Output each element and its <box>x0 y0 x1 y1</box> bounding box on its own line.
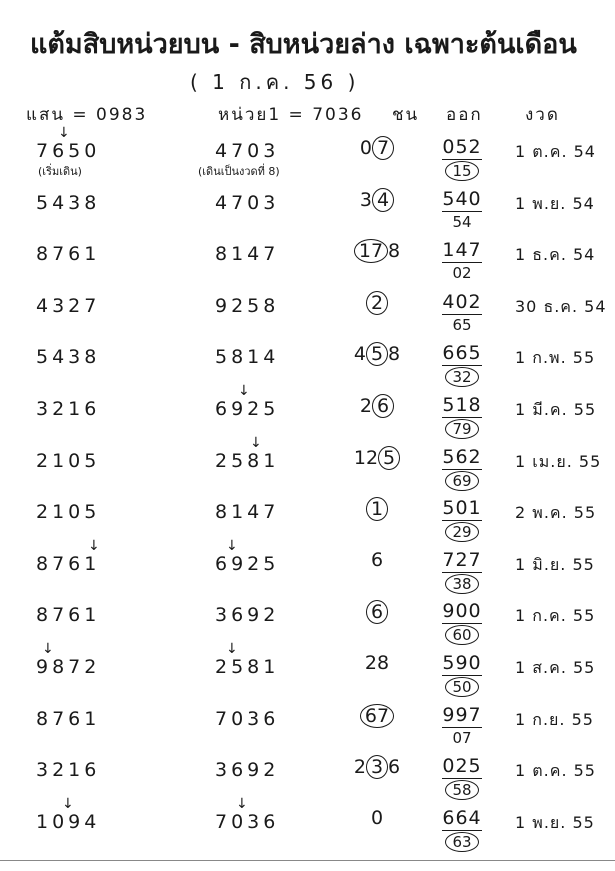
result-bottom-two: 50 <box>445 677 479 697</box>
down-arrow-icon: ↓ <box>226 641 238 657</box>
page-title: แต้มสิบหน่วยบน - สิบหน่วยล่าง เฉพาะต้นเดือน <box>30 29 577 60</box>
hit-digits <box>348 652 406 674</box>
hundred-thousand-value: 8761 <box>36 604 101 627</box>
header-result: ออก <box>446 105 483 125</box>
hit-digits-before: 0 <box>370 806 384 829</box>
result-bottom-two: 32 <box>445 367 479 387</box>
hit-digit-circled: 7 <box>372 136 394 160</box>
hundred-thousand-value: 8761 <box>36 243 101 266</box>
result-bottom-two: 07 <box>452 728 472 747</box>
unit-value: 8147 <box>215 243 280 266</box>
hundred-thousand-value: 4327 <box>36 294 101 317</box>
hundred-thousand-value: 2105 <box>36 449 101 472</box>
result-bottom-two: 63 <box>445 832 479 852</box>
hundred-thousand-value: 8761 <box>36 552 101 575</box>
result-block <box>432 342 492 387</box>
hundred-thousand-value: 5438 <box>36 191 101 214</box>
draw-date: 30 ธ.ค. 54 <box>515 296 607 316</box>
hit-digits-before: 4 <box>353 343 366 366</box>
hit-digits-before: 0 <box>359 137 372 159</box>
result-top-three: 518 <box>442 394 482 416</box>
hit-digit-circled: 6 <box>372 394 394 418</box>
hit-digit-circled: 67 <box>360 704 394 728</box>
hit-digits <box>348 394 406 418</box>
table-row <box>0 795 615 871</box>
bottom-divider <box>0 860 615 861</box>
hit-digits-before: 28 <box>364 652 390 674</box>
hit-digits <box>348 549 406 571</box>
draw-date: 1 ส.ค. 55 <box>515 658 596 677</box>
hit-digit-circled: 3 <box>366 755 388 779</box>
draw-date: 1 ต.ค. 55 <box>515 761 596 781</box>
result-block <box>432 497 492 542</box>
down-arrow-icon: ↓ <box>62 795 74 812</box>
hit-digit-circled: 5 <box>378 446 400 470</box>
draw-date: 1 มิ.ย. 55 <box>515 554 595 574</box>
hundred-thousand-value: 3216 <box>36 759 101 782</box>
hundred-thousand-value: 1094 <box>36 810 101 833</box>
hundred-thousand-value: 7650 <box>36 140 101 162</box>
result-top-three: 540 <box>442 187 482 210</box>
result-top-three: 665 <box>442 342 482 365</box>
hit-digits <box>348 497 406 521</box>
down-arrow-icon: ↓ <box>238 383 250 399</box>
unit-value: 4703 <box>215 140 280 162</box>
result-block <box>432 239 492 282</box>
header-draw-date: งวด <box>525 105 560 125</box>
down-arrow-icon: ↓ <box>250 434 262 451</box>
result-bottom-two: 79 <box>445 419 479 439</box>
draw-date: 1 ต.ค. 54 <box>515 142 596 161</box>
unit-value: 7036 <box>215 707 280 730</box>
result-top-three: 402 <box>442 290 482 313</box>
draw-date: 1 เม.ย. 55 <box>515 451 602 471</box>
result-block <box>432 755 492 800</box>
hit-digit-circled: 4 <box>372 188 394 212</box>
draw-date: 1 ก.ค. 55 <box>515 606 596 626</box>
unit-value: 7036 <box>215 810 280 833</box>
result-top-three: 501 <box>442 497 482 520</box>
unit-value: 6925 <box>215 398 280 420</box>
result-top-three: 900 <box>442 600 482 623</box>
hit-digits <box>348 446 406 470</box>
draw-date: 1 พ.ย. 55 <box>515 812 595 832</box>
draw-date: 2 พ.ค. 55 <box>515 503 597 523</box>
start-note: (เริ่มเดิน) <box>38 165 82 178</box>
unit-value: 2581 <box>215 656 280 678</box>
result-top-three: 025 <box>442 755 482 778</box>
hit-digit-circled: 6 <box>366 600 388 624</box>
result-block <box>432 394 492 439</box>
unit-value: 6925 <box>215 552 280 575</box>
result-bottom-two: 29 <box>445 522 479 542</box>
result-block <box>432 600 492 645</box>
result-bottom-two: 54 <box>452 212 472 231</box>
draw-date: 1 ก.ย. 55 <box>515 709 594 729</box>
header-hundred-thousand: แสน = 0983 <box>26 105 148 125</box>
unit-value: 3692 <box>215 604 280 627</box>
unit-value: 2581 <box>215 449 280 472</box>
result-block <box>432 291 492 334</box>
result-top-three: 727 <box>442 548 482 571</box>
hit-digits <box>348 188 406 212</box>
result-bottom-two: 02 <box>452 264 472 283</box>
result-bottom-two: 65 <box>452 315 472 334</box>
draw-date: 1 ธ.ค. 54 <box>515 245 596 265</box>
hit-digits <box>348 291 406 315</box>
hit-digits-after: 8 <box>388 343 401 366</box>
hit-digits <box>348 600 406 624</box>
result-top-three: 562 <box>442 445 482 468</box>
result-bottom-two: 58 <box>445 780 479 800</box>
hit-digits-after: 8 <box>388 240 401 263</box>
hit-digits <box>348 704 406 728</box>
hit-digits-before: 3 <box>359 188 372 211</box>
result-block <box>432 136 492 181</box>
hit-digits <box>348 755 406 779</box>
hit-digits <box>348 342 406 366</box>
unit-value: 5814 <box>215 346 280 369</box>
draw-date: 1 พ.ย. 54 <box>515 193 595 213</box>
down-arrow-icon: ↓ <box>88 537 100 554</box>
hit-digit-circled: 2 <box>366 291 388 315</box>
hit-digits-before: 6 <box>370 548 384 571</box>
result-top-three: 147 <box>442 239 482 262</box>
unit-value: 4703 <box>215 191 280 214</box>
hundred-thousand-value: 5438 <box>36 346 101 369</box>
result-bottom-two: 38 <box>445 574 479 594</box>
unit-value: 9258 <box>215 294 280 317</box>
result-top-three: 590 <box>442 652 482 674</box>
result-top-three: 664 <box>442 806 482 829</box>
hit-digits-after: 6 <box>388 756 401 779</box>
result-block <box>432 704 492 747</box>
hit-digits <box>348 239 406 263</box>
draw-date: 1 ก.พ. 55 <box>515 348 596 368</box>
hit-digits <box>348 136 406 160</box>
header-hit: ชน <box>392 105 420 125</box>
result-block <box>432 188 492 231</box>
result-bottom-two: 69 <box>445 471 479 491</box>
header-unit: หน่วย1 = 7036 <box>218 105 364 125</box>
hundred-thousand-value: 3216 <box>36 398 101 420</box>
result-top-three: 997 <box>442 703 482 726</box>
unit-value: 3692 <box>215 759 280 782</box>
down-arrow-icon: ↓ <box>42 641 54 657</box>
hundred-thousand-value: 9872 <box>36 656 101 678</box>
hit-digits <box>348 807 406 829</box>
hit-digit-circled: 1 <box>366 497 388 521</box>
hit-digit-circled: 17 <box>354 239 388 263</box>
result-top-three: 052 <box>442 136 482 158</box>
down-arrow-icon: ↓ <box>226 537 238 554</box>
round-note: (เดินเป็นงวดที่ 8) <box>198 165 280 178</box>
hit-digits-before: 2 <box>353 756 366 779</box>
hundred-thousand-value: 8761 <box>36 707 101 730</box>
result-bottom-two: 15 <box>445 161 479 181</box>
hit-digits-before: 12 <box>353 446 379 469</box>
page-subtitle-date: ( 1 ก.ค. 56 ) <box>190 70 360 94</box>
result-block <box>432 652 492 697</box>
result-block <box>432 549 492 594</box>
result-block <box>432 807 492 852</box>
unit-value: 8147 <box>215 501 280 524</box>
down-arrow-icon: ↓ <box>58 125 70 141</box>
hit-digits-before: 2 <box>359 395 372 417</box>
hit-digit-circled: 5 <box>366 342 388 366</box>
hundred-thousand-value: 2105 <box>36 501 101 524</box>
down-arrow-icon: ↓ <box>236 795 248 812</box>
draw-date: 1 มี.ค. 55 <box>515 400 597 419</box>
result-block <box>432 446 492 491</box>
result-bottom-two: 60 <box>445 625 479 645</box>
